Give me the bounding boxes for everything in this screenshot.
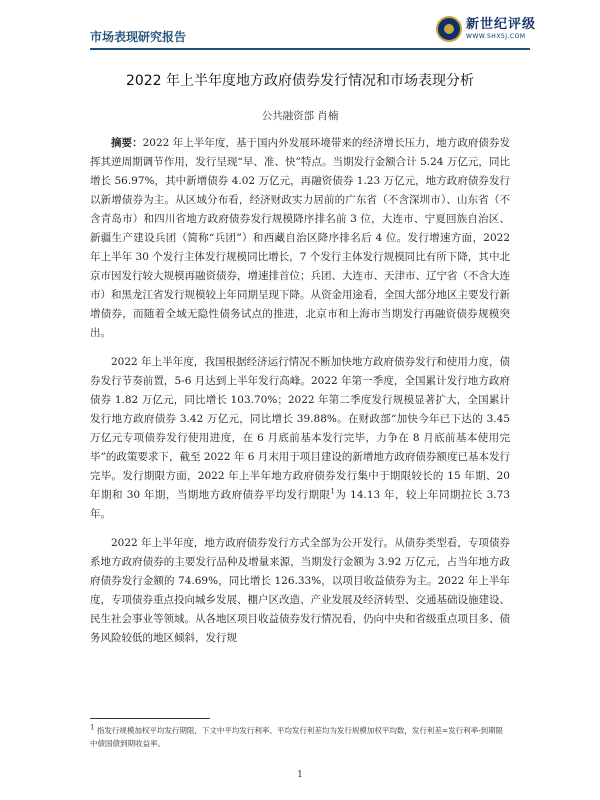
footnote-text: 指发行规模加权平均发行期限，下文中平均发行利率、平均发行利差均为发行规模加权平均数，发行利差=发行利率-到期限中债国债到期收益率。	[90, 726, 504, 748]
brand-url: WWW.SHXSJ.COM	[465, 33, 526, 40]
footnote-mark: 1	[90, 723, 95, 732]
footnote-divider	[90, 718, 210, 719]
footnote	[90, 724, 510, 750]
page-number: 1	[297, 770, 303, 780]
body-paragraph: 2022 年上半年度，地方政府债券发行方式全部为公开发行。从债券类型看，专项债券系地方政府债券的主要发行品种及增量来源，当期发行金额为 3.92 万亿元，占当年地方政府债券发行金额的 74.69%，同比增长 126.33%，以项目收益债券为主。2022 年上半年度，专项债券重点投向城乡发展、棚户区改造、产业发展及经济转型、交通基础设施建设、民生社会事业等领域。从各地区项目收益债券发行情况看，仍向中央和省级重点项目多、债务风险较低的地区倾斜，发行规	[90, 537, 510, 644]
header-divider	[90, 48, 530, 50]
abstract-label: 摘要：	[111, 137, 143, 149]
report-body	[90, 134, 510, 648]
author-line: 公共融资部 肖楠	[261, 110, 339, 122]
header-label: 市场表现研究报告	[90, 30, 187, 44]
brand-logo	[436, 12, 536, 46]
abstract-text: 2022 年上半年度，基于国内外发展环境带来的经济增长压力，地方政府债券发挥其逆周期调节作用，发行呈现“早、准、快”特点。当期发行金额合计 5.24 万亿元，同比增长 56.97%，其中新增债券 4.02 万亿元，再融资债券 1.23 万亿元，地方政府债券发行以新增债券为主。从区域分布看，经济财政实力居前的广东省（不含深圳市）、山东省（不含青岛市）和四川省地方政府债券发行规模降序排名前 3 位，大连市、宁夏回族自治区、新疆生产建设兵团（简称“兵团”）和西藏自治区降序排名后 4 位。发行增速方面，2022 年上半年 30 个发行主体发行规模同比增长，7 个发行主体发行规模同比有所下降，其中北京市因发行较大规模再融资债券，增速排首位；兵团、大连市、天津市、辽宁省（不含大连市）和黑龙江省发行规模较上年同期呈现下降。从资金用途看，全国大部分地区主要发行新增债券，而随着全域无隐性债务试点的推进，北京市和上海市当期发行再融资债券规模突出。	[90, 137, 510, 339]
footnote-reference: 1	[330, 487, 335, 496]
page-title: 2022 年上半年度地方政府债券发行情况和市场表现分析	[125, 73, 475, 89]
abstract-paragraph	[90, 134, 510, 343]
brand-emblem-icon	[436, 16, 462, 42]
body-paragraph: 2022 年上半年度，我国根据经济运行情况不断加快地方政府债券发行和使用力度，债券发行节奏前置，5-6 月达到上半年发行高峰。2022 年第一季度，全国累计发行地方政府债券 1.82 万亿元，同比增长 103.70%；2022 年第二季度发行规模显著扩大，全国累计发行地方政府债券 3.42 万亿元，同比增长 39.88%。在财政部“加快今年已下达的 3.45 万亿元专项债券发行使用进度，在 6 月底前基本发行完毕，力争在 8 月底前基本使用完毕”的政策要求下，截至 2022 年 6 月末用于项目建设的新增地方政府债券额度已基本发行完毕。发行期限方面，2022 年上半年地方政府债券发行集中于期限较长的 15 年期、20 年期和 30 年期，当期地方政府债券平均发行期限$^1$为 14.13 年，较上年同期拉长 3.73 年。	[90, 356, 510, 520]
page-header	[90, 12, 536, 48]
brand-name: 新世纪评级	[465, 17, 536, 32]
